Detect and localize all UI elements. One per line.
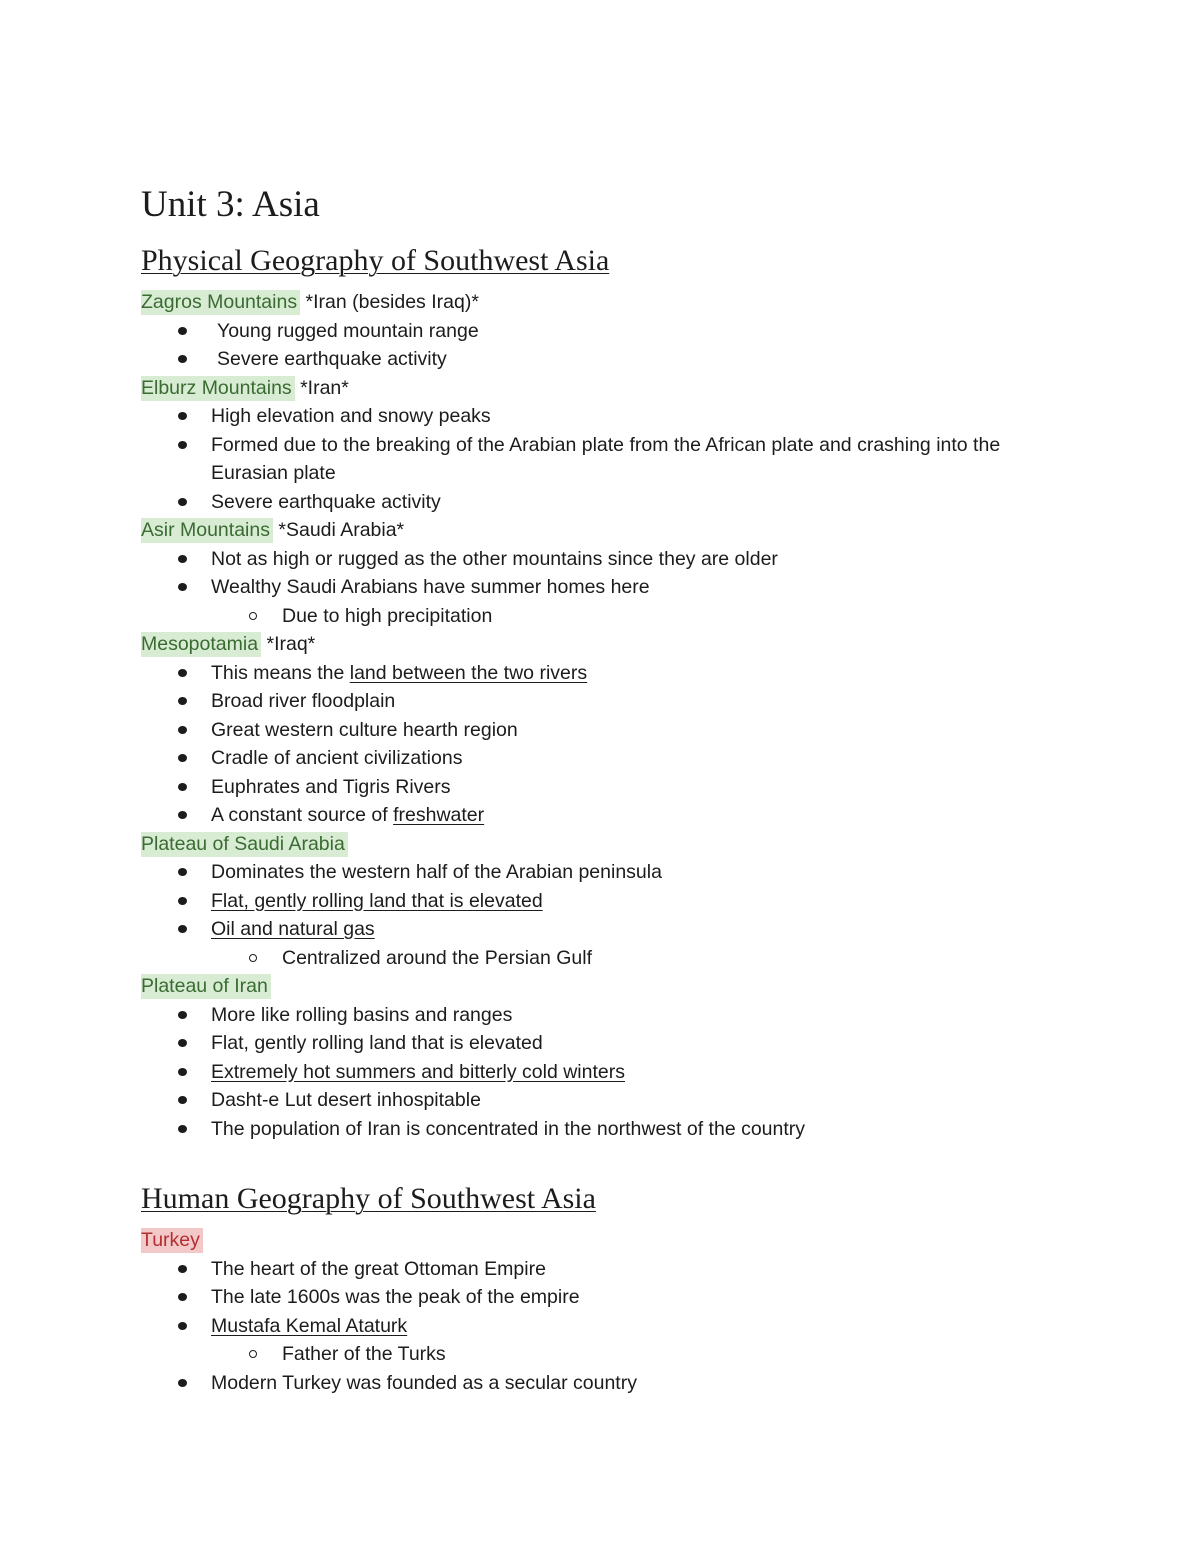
bullet-icon: [178, 555, 187, 563]
topic-label: Plateau of Saudi Arabia: [141, 832, 348, 857]
section-heading-physical: Physical Geography of Southwest Asia: [141, 244, 610, 277]
list-item: The population of Iran is concentrated in the northwest of the country: [141, 1115, 1061, 1144]
bullet-icon: [178, 355, 187, 363]
sub-list-item: Due to high precipitation: [141, 602, 1061, 631]
list-item: Great western culture hearth region: [141, 716, 1061, 745]
topic-note: *Iraq*: [261, 633, 316, 655]
bullet-icon: [178, 412, 187, 420]
list-item: A constant source of freshwater: [141, 801, 1061, 830]
list-item: More like rolling basins and ranges: [141, 1001, 1061, 1030]
list-item: Euphrates and Tigris Rivers: [141, 773, 1061, 802]
bullet-list: [141, 317, 1061, 374]
topic-note: *Iran*: [294, 376, 349, 399]
bullet-icon: [178, 1068, 187, 1076]
bullet-list: [141, 659, 1061, 830]
bullet-icon: [178, 811, 187, 819]
list-item: Flat, gently rolling land that is elevated: [141, 1029, 1061, 1058]
topic-plateau-iran: [141, 972, 1061, 1001]
bullet-icon: [178, 327, 187, 335]
topic-turkey: [141, 1226, 1061, 1255]
list-item: Severe earthquake activity: [141, 488, 1061, 517]
bullet-list: [141, 1001, 1061, 1144]
bullet-icon: [178, 1322, 187, 1330]
topic-mesopotamia: [141, 630, 1061, 659]
list-item: Not as high or rugged as the other mountains since they are older: [141, 545, 1061, 574]
bullet-icon: [178, 1096, 187, 1104]
bullet-icon: [178, 1379, 187, 1387]
topic-label: Zagros Mountains: [141, 290, 300, 315]
topic-label: Plateau of Iran: [141, 974, 271, 999]
list-item: High elevation and snowy peaks: [141, 402, 1061, 431]
document-body: [141, 180, 1061, 1397]
list-item: Modern Turkey was founded as a secular country: [141, 1369, 1061, 1398]
sub-list-item: Centralized around the Persian Gulf: [141, 944, 1061, 973]
bullet-list: [141, 545, 1061, 602]
topic-plateau-saudi: [141, 830, 1061, 859]
bullet-icon: [178, 1293, 187, 1301]
circle-bullet-icon: [249, 1350, 257, 1358]
bullet-icon: [178, 726, 187, 734]
topic-elburz: [141, 374, 1061, 403]
circle-bullet-icon: [249, 954, 257, 962]
list-item: The late 1600s was the peak of the empire: [141, 1283, 1061, 1312]
bullet-icon: [178, 441, 187, 449]
section-heading-human: Human Geography of Southwest Asia: [141, 1182, 596, 1215]
bullet-icon: [178, 1011, 187, 1019]
list-item: Flat, gently rolling land that is elevated: [141, 887, 1061, 916]
sub-bullet-list: [141, 944, 1061, 973]
sub-bullet-list: [141, 602, 1061, 631]
bullet-list: [141, 1369, 1061, 1398]
bullet-icon: [178, 897, 187, 905]
bullet-icon: [178, 669, 187, 677]
bullet-icon: [178, 783, 187, 791]
topic-note: *Iran (besides Iraq)*: [300, 291, 479, 313]
list-item: Young rugged mountain range: [141, 317, 1061, 346]
topic-zagros: [141, 288, 1061, 317]
topic-label: Mesopotamia: [141, 632, 261, 657]
topic-label: Elburz Mountains: [141, 376, 295, 401]
list-item: Severe earthquake activity: [141, 345, 1061, 374]
list-item: Cradle of ancient civilizations: [141, 744, 1061, 773]
bullet-icon: [178, 1265, 187, 1273]
sub-list-item: Father of the Turks: [141, 1340, 1061, 1369]
list-item: Dominates the western half of the Arabian peninsula: [141, 858, 1061, 887]
list-item: Dasht-e Lut desert inhospitable: [141, 1086, 1061, 1115]
document-title: Unit 3: Asia: [141, 184, 320, 225]
list-item: Extremely hot summers and bitterly cold winters: [141, 1058, 1061, 1087]
bullet-icon: [178, 583, 187, 591]
bullet-icon: [178, 868, 187, 876]
circle-bullet-icon: [249, 612, 257, 620]
list-item: Mustafa Kemal Ataturk: [141, 1312, 1061, 1341]
bullet-icon: [178, 925, 187, 933]
list-item: Formed due to the breaking of the Arabian plate from the African plate and crashing into the Eurasian plate: [141, 431, 1061, 488]
bullet-icon: [178, 1125, 187, 1133]
sub-bullet-list: [141, 1340, 1061, 1369]
list-item: Broad river floodplain: [141, 687, 1061, 716]
bullet-icon: [178, 697, 187, 705]
topic-asir: [141, 516, 1061, 545]
bullet-list: [141, 1255, 1061, 1341]
underlined-term: land between the two rivers: [349, 661, 588, 684]
bullet-icon: [178, 754, 187, 762]
bullet-icon: [178, 498, 187, 506]
topic-label: Asir Mountains: [141, 518, 273, 543]
bullet-list: [141, 402, 1061, 516]
list-item: The heart of the great Ottoman Empire: [141, 1255, 1061, 1284]
list-item: This means the land between the two rivers: [141, 659, 1061, 688]
list-item: Wealthy Saudi Arabians have summer homes here: [141, 573, 1061, 602]
list-item: Oil and natural gas: [141, 915, 1061, 944]
bullet-list: [141, 858, 1061, 944]
underlined-term: freshwater: [393, 804, 485, 826]
topic-note: *Saudi Arabia*: [272, 519, 405, 541]
bullet-icon: [178, 1039, 187, 1047]
topic-label: Turkey: [141, 1228, 203, 1253]
